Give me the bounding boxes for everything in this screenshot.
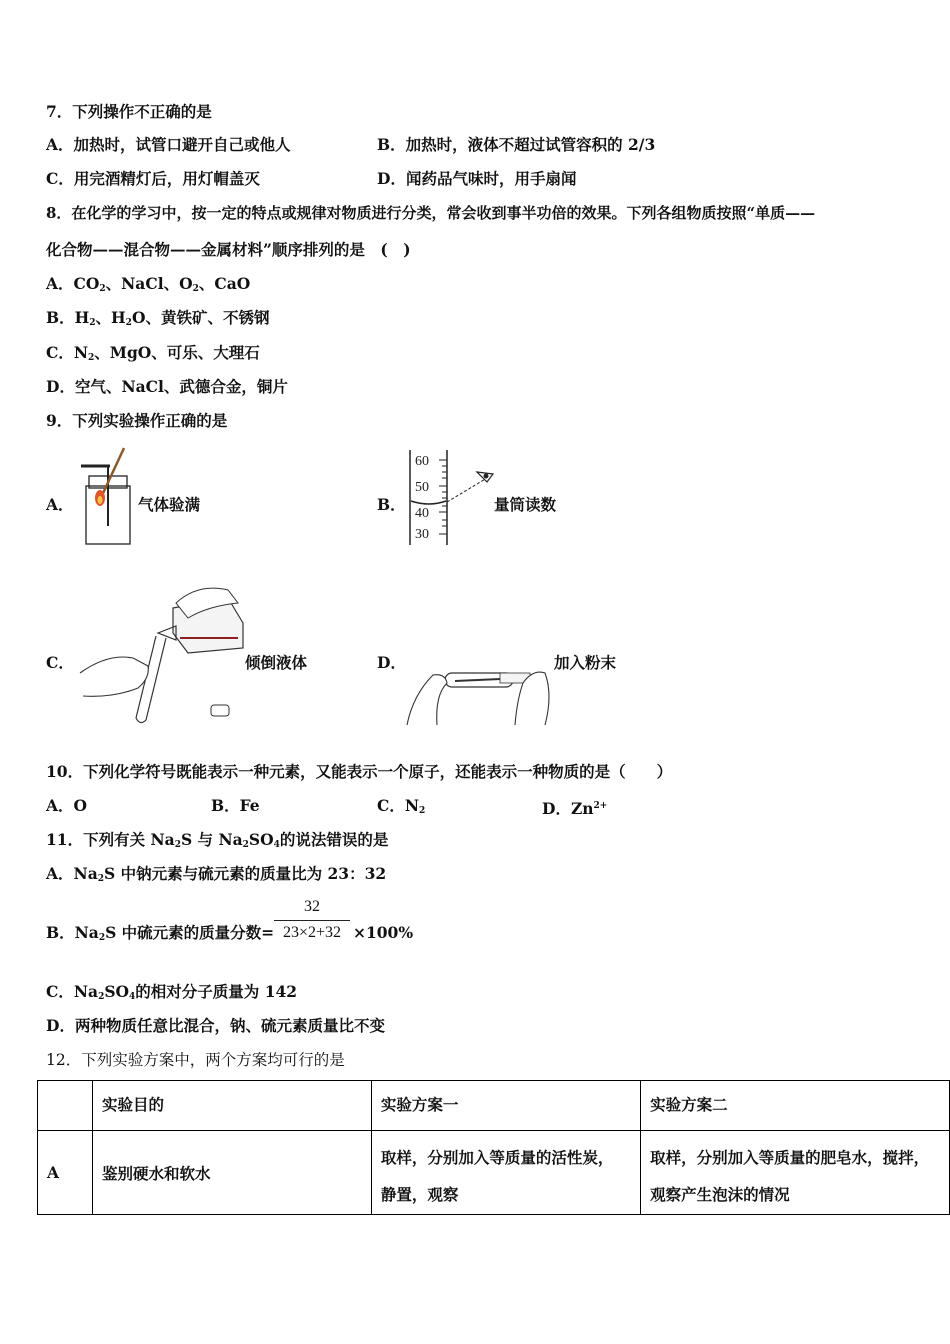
q8-stem-line1: 8．在化学的学习中，按一定的特点或规律对物质进行分类，常会收到事半功倍的效果。下列各组物质按照“单质—— bbox=[46, 204, 816, 222]
graduated-cylinder-figure bbox=[405, 448, 500, 548]
cylinder-tick-label: 60 bbox=[415, 454, 429, 469]
q10-stem: 10．下列化学符号既能表示一种元素，又能表示一个原子，还能表示一种物质的是（ ） bbox=[46, 762, 673, 781]
table-header-cell bbox=[38, 1081, 93, 1131]
row-purpose: 鉴别硬水和软水 bbox=[93, 1131, 372, 1215]
q8-option-c: C．$N_2$、MgO、可乐、大理石 bbox=[46, 343, 260, 363]
row-label: A bbox=[38, 1131, 93, 1215]
fraction-bar bbox=[274, 920, 350, 921]
table-header-cell: 实验目的 bbox=[93, 1081, 372, 1131]
q10-option-a: A．O bbox=[46, 796, 88, 815]
q10-option-d: D．$Zn^{2+}$ bbox=[542, 799, 608, 818]
q9-option-b-label: 量筒读数 bbox=[494, 495, 557, 514]
q11-option-a: A．$Na_2S$ 中钠元素与硫元素的质量比为 23：32 bbox=[46, 864, 387, 884]
q7-stem: 7．下列操作不正确的是 bbox=[46, 102, 212, 121]
fraction-numerator: 32 bbox=[304, 898, 320, 915]
q8-option-d: D．空气、NaCl、武德合金，铜片 bbox=[46, 377, 288, 396]
row-plan-one: 取样，分别加入等质量的活性炭， 静置，观察 bbox=[371, 1131, 640, 1215]
q7-option-c: C．用完酒精灯后，用灯帽盖灭 bbox=[46, 169, 260, 188]
q7-option-b: B．加热时，液体不超过试管容积的 2/3 bbox=[377, 135, 656, 154]
q10-option-b: B．Fe bbox=[211, 796, 260, 815]
q9-option-c-label: 倾倒液体 bbox=[245, 653, 308, 672]
q9-option-d-label: 加入粉末 bbox=[554, 653, 617, 672]
q9-stem: 9．下列实验操作正确的是 bbox=[46, 411, 228, 430]
table-header-row bbox=[38, 1081, 950, 1131]
table-row bbox=[38, 1131, 950, 1215]
q11-option-b: B．$Na_2S$ 中硫元素的质量分数= bbox=[46, 923, 275, 943]
gas-bottle-figure bbox=[78, 446, 138, 548]
q7-option-a: A．加热时，试管口避开自己或他人 bbox=[46, 135, 291, 154]
cylinder-tick-label: 40 bbox=[415, 506, 429, 521]
pouring-liquid-figure bbox=[78, 578, 248, 728]
q12-stem: 12．下列实验方案中，两个方案均可行的是 bbox=[46, 1051, 345, 1069]
q11-stem: 11．下列有关 $Na_2S$ 与 $Na_2SO_4$的说法错误的是 bbox=[46, 830, 389, 850]
q7-option-d: D．闻药品气味时，用手扇闻 bbox=[377, 169, 577, 188]
q9-option-a-letter: A． bbox=[46, 495, 74, 514]
cylinder-tick-label: 50 bbox=[415, 480, 429, 495]
q10-option-c: C．$N_2$ bbox=[377, 796, 426, 816]
experiment-table bbox=[37, 1080, 950, 1215]
q9-option-d-letter: D． bbox=[377, 653, 406, 672]
row-plan-two: 取样，分别加入等质量的肥皂水，搅拌， 观察产生泡沫的情况 bbox=[641, 1131, 950, 1215]
fraction-tail: ×100% bbox=[353, 923, 414, 942]
cylinder-tick-label: 30 bbox=[415, 527, 429, 542]
fraction-denominator: 23×2+32 bbox=[282, 924, 342, 941]
table-header-cell: 实验方案一 bbox=[371, 1081, 640, 1131]
adding-powder-figure bbox=[405, 655, 555, 730]
q9-option-b-letter: B． bbox=[377, 495, 406, 514]
table-header-cell: 实验方案二 bbox=[641, 1081, 950, 1131]
q8-option-a: A．$CO_2$、NaCl、$O_2$、CaO bbox=[46, 274, 251, 294]
q8-option-b: B．$H_2$、$H_2O$、黄铁矿、不锈钢 bbox=[46, 308, 270, 328]
q11-option-d: D．两种物质任意比混合，钠、硫元素质量比不变 bbox=[46, 1016, 385, 1035]
q9-option-a-label: 气体验满 bbox=[138, 495, 201, 514]
q11-option-c: C．$Na_2SO_4$的相对分子质量为 142 bbox=[46, 982, 298, 1002]
q9-option-c-letter: C． bbox=[46, 653, 74, 672]
q8-stem-line2: 化合物——混合物——金属材料”顺序排列的是 ( ) bbox=[46, 240, 411, 259]
